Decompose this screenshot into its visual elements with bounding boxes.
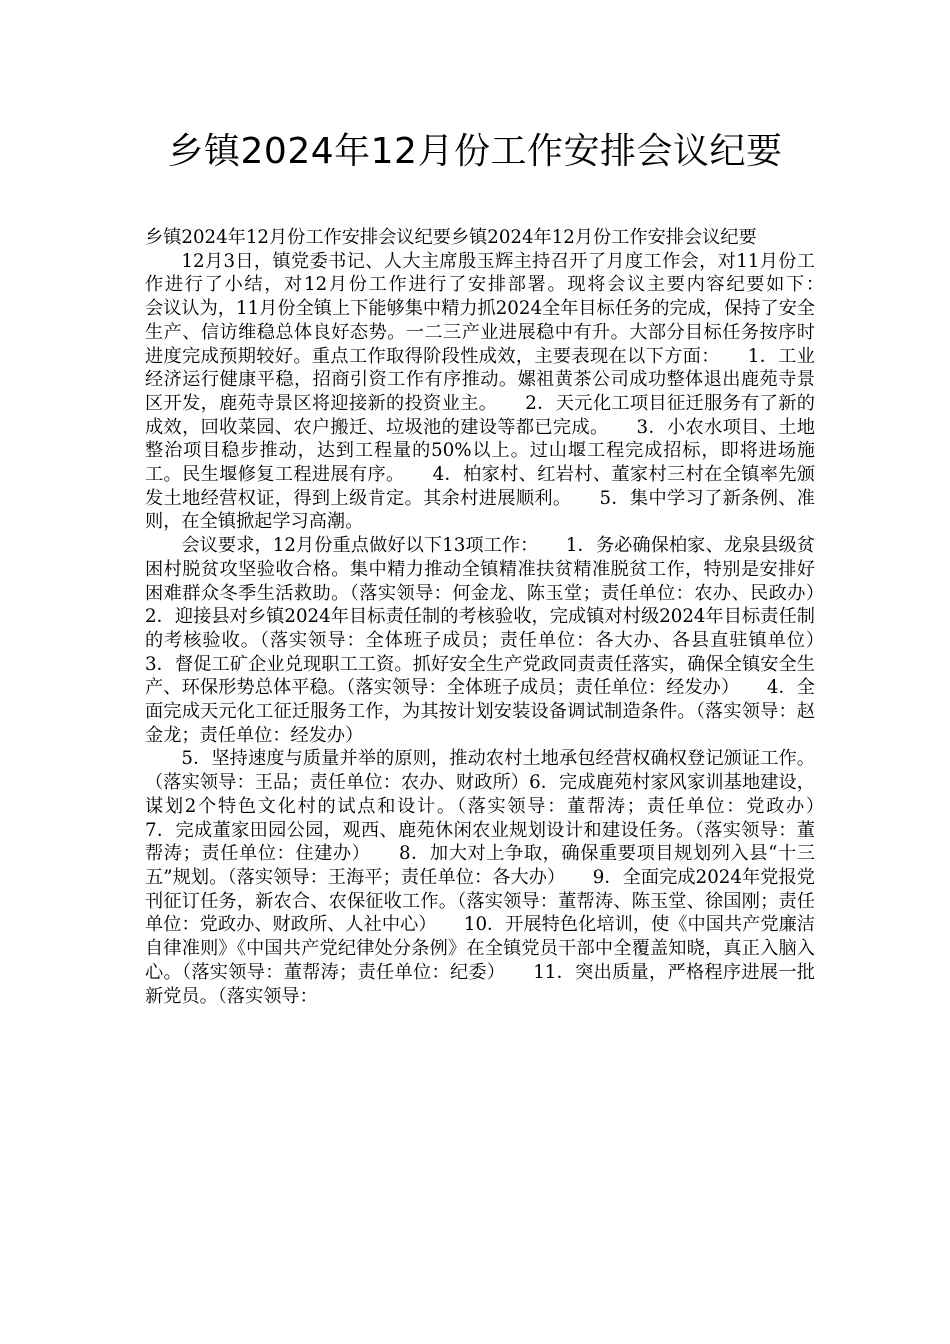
paragraph-header: 乡镇2024年12月份工作安排会议纪要乡镇2024年12月份工作安排会议纪要: [145, 227, 757, 248]
document-title: 乡镇2024年12月份工作安排会议纪要: [167, 131, 783, 172]
paragraph-summary: 12月3日，镇党委书记、人大主席殷玉辉主持召开了月度工作会，对11月份工作进行了小结，对12月份工作进行了安排部署。现将会议主要内容纪要如下： 会议认为，11月份全镇上下能够集中精力抓2024全年目标任务的完成，保持了安全生产、信访维稳总体良好态势。一二三产业进展稳中有升。大部分目标任务按序时进度完成预期较好。重点工作取得阶段性成效，主要表现在以下方面： 1．工业经济运行健康平稳，招商引资工作有序推动。嫘祖黄茶公司成功整体退出鹿苑寺景区开发，鹿苑寺景区将迎接新的投资业主。 2．天元化工项目征迁服务有了新的成效，回收菜园、农户搬迁、垃圾池的建设等都已完成。 3．小农水项目、土地整治项目稳步推动，达到工程量的50%以上。过山堰工程完成招标，即将进场施工。民生堰修复工程进展有序。 4．柏家村、红岩村、董家村三村在全镇率先颁发土地经营权证，得到上级肯定。其余村进展顺利。 5．集中学习了新条例、准则，在全镇掀起学习高潮。: [145, 250, 870, 533]
paragraph-tasks: 5．坚持速度与质量并举的原则，推动农村土地承包经营权确权登记颁证工作。（落实领导：王品；责任单位：农办、财政所）6．完成鹿苑村家风家训基地建设，谋划2个特色文化村的试点和设计。（落实领导：董帮涛；责任单位：党政办） 7．完成董家田园公园，观西、鹿苑休闲农业规划设计和建设任务。（落实领导：董帮涛；责任单位：住建办） 8．加大对上争取，确保重要项目规划列入县“十三五”规划。（落实领导：王海平；责任单位：各大办） 9．全面完成2024年党报党刊征订任务，新农合、农保征收工作。（落实领导：董帮涛、陈玉堂、徐国刚；责任单位：党政办、财政所、人社中心） 10．开展特色化培训，使《中国共产党廉洁自律准则》《中国共产党纪律处分条例》在全镇党员干部中全覆盖知晓，真正入脑入心。（落实领导：董帮涛；责任单位：纪委） 11．突出质量，严格程序进展一批新党员。（落实领导：: [145, 748, 852, 1007]
document-body: [145, 226, 870, 1008]
paragraph-requirements: 会议要求，12月份重点做好以下13项工作： 1．务必确保柏家、龙泉县级贫困村脱贫攻坚验收合格。集中精力推动全镇精准扶贫精准脱贫工作，特别是安排好困难群众冬季生活救助。（落实领导：何金龙、陈玉堂；责任单位：农办、民政办） 2．迎接县对乡镇2024年目标责任制的考核验收，完成镇对村级2024年目标责任制的考核验收。（落实领导：全体班子成员；责任单位：各大办、各县直驻镇单位） 3．督促工矿企业兑现职工工资。抓好安全生产党政同责责任落实，确保全镇安全生产、环保形势总体平稳。（落实领导：全体班子成员；责任单位：经发办） 4．全面完成天元化工征迁服务工作，为其按计划安装设备调试制造条件。（落实领导：赵金龙；责任单位：经发办）: [145, 535, 852, 746]
